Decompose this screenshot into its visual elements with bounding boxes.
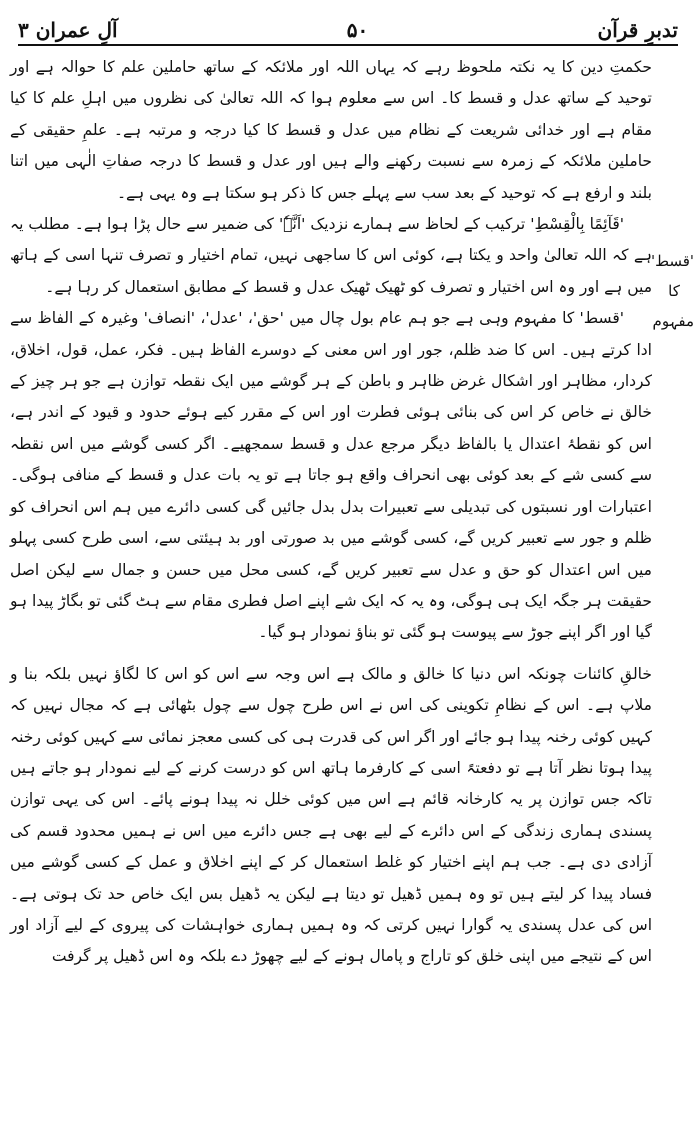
surah-label: آلِ عمران ۳ — [18, 18, 118, 42]
margin-note-line: 'قسط' کا — [650, 252, 694, 300]
paragraph: حکمتِ دین کا یہ نکتہ ملحوظ رہے کہ یہاں اللہ اور ملائکہ کے ساتھ حاملین علم کا حوالہ ہے اور توحید کے ساتھ عدل و قسط کا۔ اس سے معلوم ہوا کہ اللہ تعالیٰ کی نظروں میں اہلِ علم کا کیا مقام ہے اور خدائی شریعت کے نظام میں عدل و قسط کا کیا درجہ و مرتبہ ہے۔ علمِ حقیقی کے حاملین ملائکہ کے زمرہ سے نسبت رکھنے والے ہیں اور عدل و قسط کا درجہ صفاتِ الٰہی میں اتنا بلند و ارفع ہے کہ توحید کے بعد سب سے پہلے جس کا ذکر ہو سکتا ہے وہ یہی ہے۔ — [10, 58, 652, 202]
margin-note-qist — [650, 246, 694, 336]
body-text — [10, 52, 652, 973]
header-rule — [18, 44, 678, 46]
book-title: تدبرِ قرآن — [597, 18, 678, 42]
page-number: ۵۰ — [346, 18, 369, 42]
paragraph: 'قَآئِمًا بِالْقِسْطِ' ترکیب کے لحاظ سے ہمارے نزدیک 'اَنَّہٗ' کی ضمیر سے حال پڑا ہوا ہے۔ مطلب یہ ہے کہ اللہ تعالیٰ واحد و یکتا ہے، کوئی اس کا ساجھی نہیں، تمام اختیار و تصرف تنہا اسی کے ہاتھ میں ہے اور وہ اس اختیار و تصرف کو ٹھیک ٹھیک عدل و قسط کے مطابق استعمال کر رہا ہے۔ — [10, 215, 652, 296]
running-head — [18, 2, 678, 42]
paragraph: خالقِ کائنات چونکہ اس دنیا کا خالق و مالک ہے اس وجہ سے اس کو اس کا لگاؤ نہیں بلکہ بنا و ملاپ ہے۔ اس کے نظامِ تکوینی کی اس نے اس طرح چول سے چول بٹھائی ہے کہ مجال نہیں کہ کہیں کوئی رخنہ پیدا ہو جائے اور اگر اس کی قدرت ہی کی کسی معجز نمائی سے کہیں کوئی رخنہ پیدا ہوتا نظر آتا ہے تو دفعتہً اسی کے کارفرما ہاتھ اس کو درست کرنے کے لیے نمودار ہو جاتے ہیں تاکہ جس توازن پر یہ کارخانہ قائم ہے اس میں کوئی خلل نہ پیدا ہونے پائے۔ اس کی یہی توازن پسندی ہماری زندگی کے اس دائرے کے لیے بھی ہے جس دائرے میں اس نے ہمیں محدود قسم کی آزادی دی ہے۔ جب ہم اپنے اختیار کو غلط استعمال کر کے اپنے اخلاق و عمل کے کسی گوشے میں فساد پیدا کر لیتے ہیں تو وہ ہمیں ڈھیل تو دیتا ہے لیکن یہ ڈھیل بس ایک خاص حد تک ہوتی ہے۔ اس کی عدل پسندی یہ گوارا نہیں کرتی کہ وہ ہمیں ہماری خواہشات کی پیروی کے لیے آزاد اور اس کے نتیجے میں اپنی خلق کو تاراج و پامال ہونے کے لیے چھوڑ دے بلکہ وہ اس ڈھیل پر گرفت — [10, 664, 652, 966]
paragraph-gap — [10, 649, 652, 659]
paragraph: 'قسط' کا مفہوم وہی ہے جو ہم عام بول چال میں 'حق'، 'عدل'، 'انصاف' وغیرہ کے الفاظ سے ادا کرتے ہیں۔ اس کا ضد ظلم، جور اور اس معنی کے دوسرے الفاظ ہیں۔ فکر، عمل، قول، اخلاق، کردار، مظاہر اور اشکال غرض ظاہر و باطن کے ہر گوشے میں ایک نقطہ توازن ہے جو ہر چیز کے خالق نے خاص کر اس کی بنائی ہوئی فطرت اور اس کے مقرر کیے ہوئے حدود و قیود کے اندر ہے، اس کو نقطۂ اعتدال یا بالفاظ دیگر مرجع عدل و قسط سمجھیے۔ اگر کسی گوشے میں اس نقطہ سے کسی شے کے بعد کوئی بھی انحراف واقع ہو جاتا ہے تو یہ بات عدل و قسط کے منافی ہوگی۔ اعتبارات اور نسبتوں کی تبدیلی سے تعبیرات بدل بدل جائیں گی کسی دائرے میں ہم اس انحراف کو ظلم و جور سے تعبیر کریں گے، کسی گوشے میں بد صورتی اور بد ہیئتی سے، اسی طرح کسی پہلو میں اس اعتدال کو حق و عدل سے تعبیر کریں گے، کسی محل میں حسن و جمال سے لیکن اصل حقیقت ہر جگہ ایک ہی ہوگی، وہ یہ کہ ایک شے اپنے اصل فطری مقام سے ہٹ گئی تو بگاڑ پیدا ہو گیا اور اگر اپنے جوڑ سے پیوست ہو گئی تو بناؤ نمودار ہو گیا۔ — [10, 309, 652, 642]
margin-note-line: مفہوم — [652, 312, 694, 330]
